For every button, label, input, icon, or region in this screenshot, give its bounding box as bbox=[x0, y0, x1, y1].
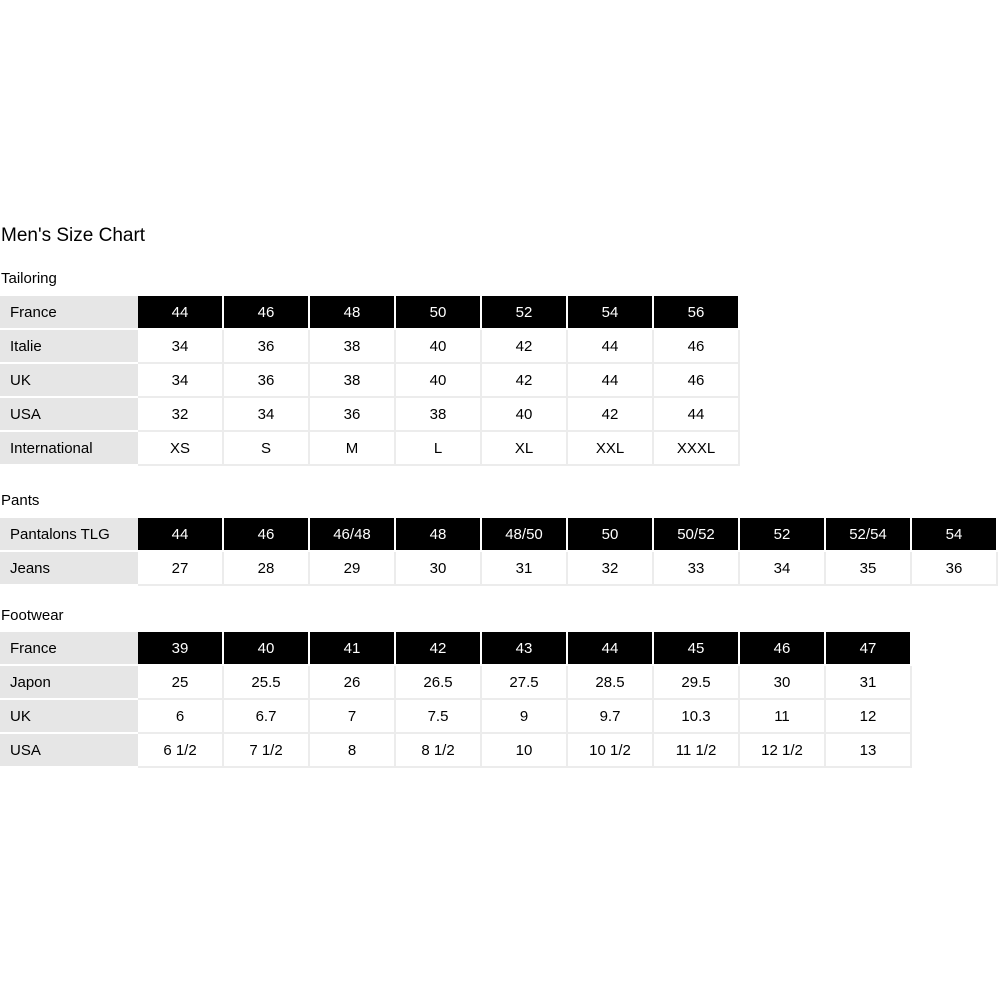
row-label: France bbox=[0, 632, 138, 666]
size-cell: 29 bbox=[310, 552, 396, 586]
footwear-table bbox=[0, 632, 912, 768]
size-cell: 38 bbox=[310, 330, 396, 364]
size-cell: M bbox=[310, 432, 396, 466]
pants-table bbox=[0, 518, 998, 586]
header-size-cell: 44 bbox=[138, 518, 224, 552]
size-cell: 10 bbox=[482, 734, 568, 768]
size-cell: 40 bbox=[482, 398, 568, 432]
header-size-cell: 45 bbox=[654, 632, 740, 666]
header-size-cell: 48 bbox=[396, 518, 482, 552]
size-cell: 44 bbox=[654, 398, 740, 432]
size-cell: 46 bbox=[654, 330, 740, 364]
size-cell: 44 bbox=[568, 330, 654, 364]
size-cell: 46 bbox=[654, 364, 740, 398]
row-label: Italie bbox=[0, 330, 138, 364]
row-label: UK bbox=[0, 364, 138, 398]
header-size-cell: 50/52 bbox=[654, 518, 740, 552]
header-size-cell: 50 bbox=[568, 518, 654, 552]
size-cell: 42 bbox=[482, 364, 568, 398]
size-cell: 8 bbox=[310, 734, 396, 768]
section-title-footwear: Footwear bbox=[1, 607, 64, 624]
header-size-cell: 46 bbox=[224, 518, 310, 552]
row-label: UK bbox=[0, 700, 138, 734]
table-row bbox=[0, 666, 912, 700]
header-size-cell: 52 bbox=[482, 296, 568, 330]
table-row bbox=[0, 432, 740, 466]
size-cell: 13 bbox=[826, 734, 912, 768]
size-cell: 34 bbox=[138, 364, 224, 398]
size-cell: 27 bbox=[138, 552, 224, 586]
size-cell: 35 bbox=[826, 552, 912, 586]
size-cell: 27.5 bbox=[482, 666, 568, 700]
table-row bbox=[0, 330, 740, 364]
header-size-cell: 44 bbox=[138, 296, 224, 330]
size-cell: 6 1/2 bbox=[138, 734, 224, 768]
size-cell: S bbox=[224, 432, 310, 466]
table-row bbox=[0, 734, 912, 768]
size-cell: XL bbox=[482, 432, 568, 466]
size-cell: 7.5 bbox=[396, 700, 482, 734]
size-cell: 33 bbox=[654, 552, 740, 586]
size-cell: 36 bbox=[224, 330, 310, 364]
table-row bbox=[0, 552, 998, 586]
header-size-cell: 52 bbox=[740, 518, 826, 552]
size-cell: 26.5 bbox=[396, 666, 482, 700]
table-row bbox=[0, 518, 998, 552]
row-label: France bbox=[0, 296, 138, 330]
size-cell: 10 1/2 bbox=[568, 734, 654, 768]
table-row bbox=[0, 398, 740, 432]
size-cell: 6.7 bbox=[224, 700, 310, 734]
page-title: Men's Size Chart bbox=[1, 225, 146, 246]
size-cell: 30 bbox=[740, 666, 826, 700]
size-cell: 30 bbox=[396, 552, 482, 586]
size-cell: 36 bbox=[310, 398, 396, 432]
size-cell: 42 bbox=[568, 398, 654, 432]
header-size-cell: 41 bbox=[310, 632, 396, 666]
size-cell: 8 1/2 bbox=[396, 734, 482, 768]
size-cell: 9.7 bbox=[568, 700, 654, 734]
section-title-pants: Pants bbox=[1, 492, 40, 509]
size-cell: 32 bbox=[568, 552, 654, 586]
size-cell: 36 bbox=[224, 364, 310, 398]
header-size-cell: 54 bbox=[568, 296, 654, 330]
size-cell: 12 1/2 bbox=[740, 734, 826, 768]
size-cell: 31 bbox=[826, 666, 912, 700]
size-cell: 12 bbox=[826, 700, 912, 734]
size-cell: XXL bbox=[568, 432, 654, 466]
header-size-cell: 56 bbox=[654, 296, 740, 330]
header-size-cell: 54 bbox=[912, 518, 998, 552]
size-cell: 32 bbox=[138, 398, 224, 432]
row-label: Pantalons TLG bbox=[0, 518, 138, 552]
row-label: USA bbox=[0, 734, 138, 768]
header-size-cell: 47 bbox=[826, 632, 912, 666]
tailoring-table bbox=[0, 296, 740, 466]
header-size-cell: 48 bbox=[310, 296, 396, 330]
size-cell: XS bbox=[138, 432, 224, 466]
size-cell: 28 bbox=[224, 552, 310, 586]
size-cell: 34 bbox=[138, 330, 224, 364]
header-size-cell: 52/54 bbox=[826, 518, 912, 552]
header-size-cell: 44 bbox=[568, 632, 654, 666]
row-label: Japon bbox=[0, 666, 138, 700]
size-cell: 25.5 bbox=[224, 666, 310, 700]
row-label: Jeans bbox=[0, 552, 138, 586]
size-cell: 44 bbox=[568, 364, 654, 398]
size-cell: 42 bbox=[482, 330, 568, 364]
size-cell: 38 bbox=[396, 398, 482, 432]
size-cell: 34 bbox=[740, 552, 826, 586]
size-cell: 9 bbox=[482, 700, 568, 734]
size-cell: 34 bbox=[224, 398, 310, 432]
size-cell: 7 bbox=[310, 700, 396, 734]
size-cell: 38 bbox=[310, 364, 396, 398]
header-size-cell: 46 bbox=[224, 296, 310, 330]
size-cell: 40 bbox=[396, 364, 482, 398]
header-size-cell: 40 bbox=[224, 632, 310, 666]
size-cell: 36 bbox=[912, 552, 998, 586]
size-cell: 11 1/2 bbox=[654, 734, 740, 768]
size-cell: 11 bbox=[740, 700, 826, 734]
header-size-cell: 42 bbox=[396, 632, 482, 666]
size-cell: L bbox=[396, 432, 482, 466]
table-row bbox=[0, 632, 912, 666]
row-label: International bbox=[0, 432, 138, 466]
header-size-cell: 46 bbox=[740, 632, 826, 666]
size-cell: 28.5 bbox=[568, 666, 654, 700]
header-size-cell: 43 bbox=[482, 632, 568, 666]
size-cell: XXXL bbox=[654, 432, 740, 466]
header-size-cell: 39 bbox=[138, 632, 224, 666]
size-cell: 10.3 bbox=[654, 700, 740, 734]
header-size-cell: 48/50 bbox=[482, 518, 568, 552]
size-cell: 25 bbox=[138, 666, 224, 700]
size-cell: 29.5 bbox=[654, 666, 740, 700]
size-cell: 7 1/2 bbox=[224, 734, 310, 768]
row-label: USA bbox=[0, 398, 138, 432]
header-size-cell: 46/48 bbox=[310, 518, 396, 552]
table-row bbox=[0, 296, 740, 330]
size-cell: 6 bbox=[138, 700, 224, 734]
table-row bbox=[0, 700, 912, 734]
size-cell: 26 bbox=[310, 666, 396, 700]
table-row bbox=[0, 364, 740, 398]
size-cell: 31 bbox=[482, 552, 568, 586]
size-cell: 40 bbox=[396, 330, 482, 364]
section-title-tailoring: Tailoring bbox=[1, 270, 57, 287]
header-size-cell: 50 bbox=[396, 296, 482, 330]
